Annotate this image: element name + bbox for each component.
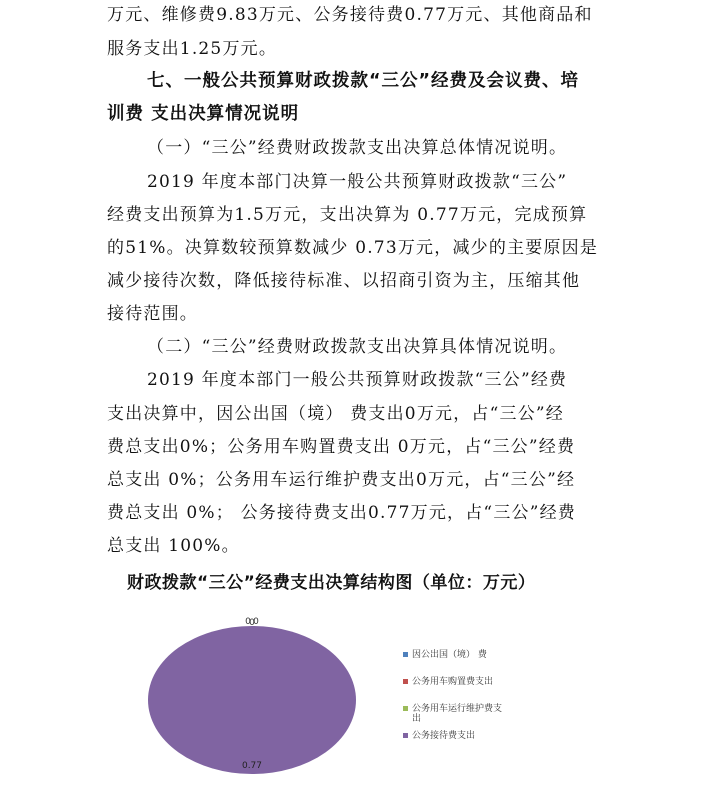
- section-heading: 七、一般公共预算财政拨款“三公”经费及会议费、培: [147, 71, 580, 91]
- paragraph-line: 接待范围。: [107, 304, 198, 324]
- pie-slice-4: [148, 626, 356, 774]
- paragraph-line: 总支出 0%；公务用车运行维护费支出0万元，占“三公”经: [107, 470, 576, 490]
- paragraph-line: 费总支出0%；公务用车购置费支出 0万元，占“三公”经费: [107, 437, 576, 457]
- pie-chart: [105, 600, 605, 783]
- paragraph-line: 万元、维修费9.83万元、公务接待费0.77万元、其他商品和: [107, 5, 593, 25]
- legend-swatch-2: [403, 679, 408, 684]
- paragraph-line: 总支出 100%。: [107, 536, 240, 556]
- legend-swatch-4: [403, 733, 408, 738]
- data-label-1: 0: [245, 617, 251, 627]
- legend-swatch-1: [403, 652, 408, 657]
- paragraph-line: 2019 年度本部门决算一般公共预算财政拨款“三公”: [147, 172, 568, 192]
- paragraph-line: 减少接待次数，降低接待标准、以招商引资为主，压缩其他: [107, 271, 581, 291]
- paragraph-line: 的51%。决算数较预算数减少 0.73万元，减少的主要原因是: [107, 238, 599, 258]
- pie-chart-svg: [105, 600, 605, 783]
- data-label-3: 0: [253, 617, 259, 627]
- subsection-heading: （一）“三公”经费财政拨款支出决算总体情况说明。: [147, 138, 568, 158]
- section-heading-continued: 训费 支出决算情况说明: [107, 104, 300, 124]
- subsection-heading: （二）“三公”经费财政拨款支出决算具体情况说明。: [147, 337, 568, 357]
- paragraph-line: 经费支出预算为1.5万元，支出决算为 0.77万元，完成预算: [107, 205, 588, 225]
- paragraph-line: 费总支出 0%； 公务接待费支出0.77万元，占“三公”经费: [107, 503, 577, 523]
- data-label-2: 0: [249, 618, 255, 628]
- paragraph-line: 2019 年度本部门一般公共预算财政拨款“三公”经费: [147, 370, 568, 390]
- paragraph-line: 服务支出1.25万元。: [107, 39, 278, 59]
- paragraph-line: 支出决算中，因公出国（境） 费支出0万元，占“三公”经: [107, 404, 565, 424]
- legend-swatch-3: [403, 706, 408, 711]
- legend-label-4: 公务接待费支出: [412, 731, 476, 741]
- legend-label-3: 公务用车运行维护费支出: [412, 704, 503, 724]
- legend-label-2: 公务用车购置费支出: [412, 677, 494, 687]
- chart-title: 财政拨款“三公”经费支出决算结构图（单位：万元）: [127, 573, 536, 593]
- data-label-4: 0.77: [241, 761, 263, 771]
- legend-label-1: 因公出国（境） 费: [412, 650, 487, 660]
